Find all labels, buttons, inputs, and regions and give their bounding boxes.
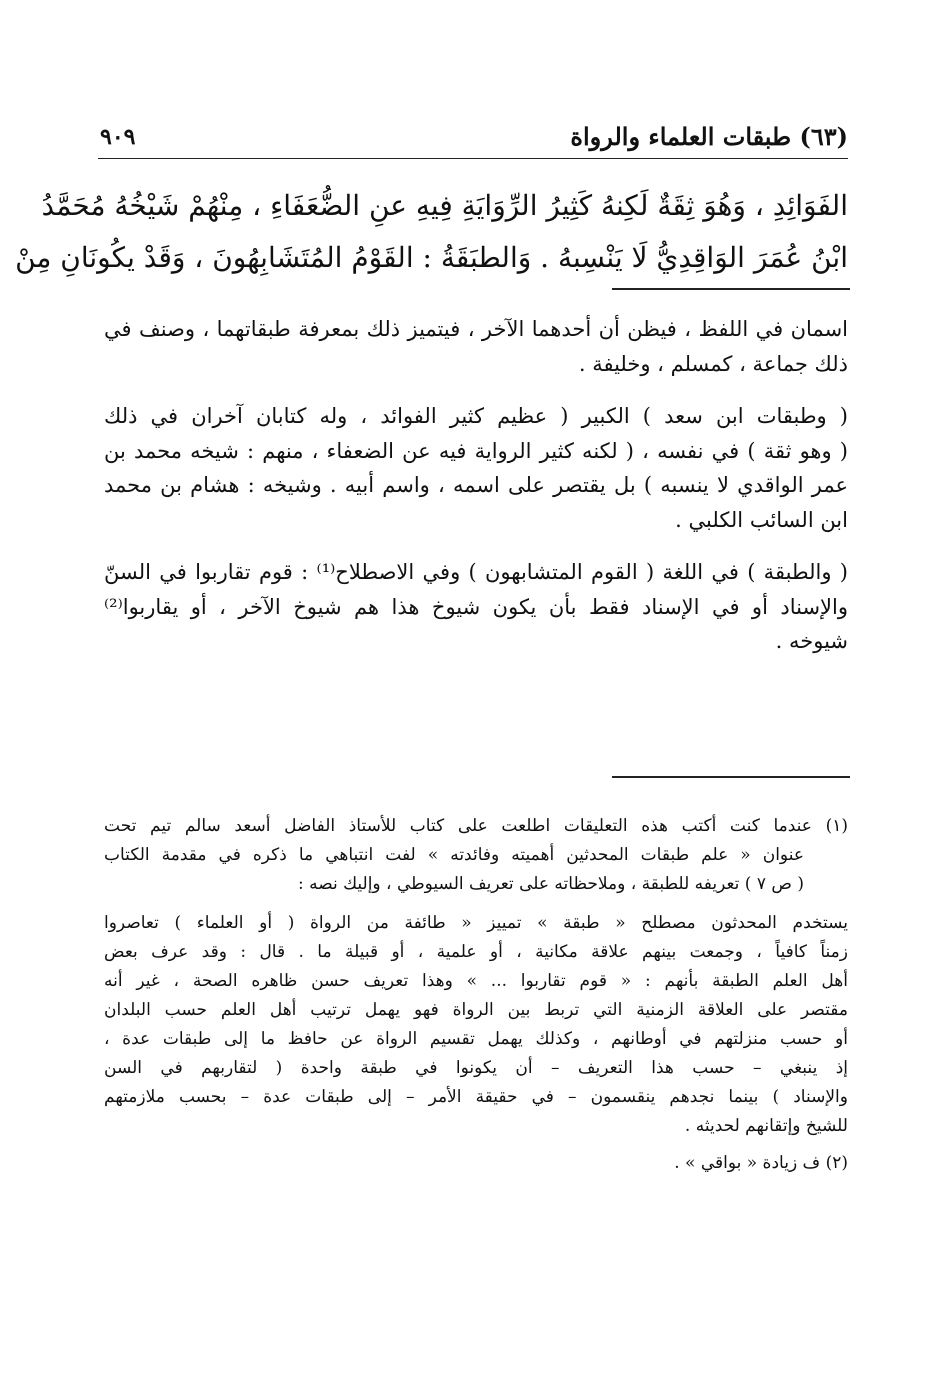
commentary-line: شيوخه . [775,629,848,653]
footnotes [104,812,848,1178]
main-text [15,180,848,284]
footnote-line: ( ص ٧ ) تعريفه للطبقة ، وملاحظاته على تعريف السيوطي ، وإليك نصه : [297,874,804,894]
footnote-line: للشيخ وإتقانهم لحديثه . [684,1116,848,1136]
page-number: ٩٠٩ [100,124,136,150]
commentary-line: عمر الواقدي لا ينسبه ) بل يقتصر على اسمه ، واسم أبيه . وشيخه : هشام بن محمد [104,473,848,497]
commentary-line: ( وهو ثقة ) في نفسه ، ( لكنه كثير الرواية فيه عن الضعفاء ، منهم : شيخه محمد بن [104,438,848,463]
footnote-1-intro [104,812,848,899]
footnote-line: عنوان « علم طبقات المحدثين أهميته وفائدته » لفت انتباهي ما ذكره في مقدمة الكتاب [104,845,804,865]
commentary-line: ذلك جماعة ، كمسلم ، وخليفة . [578,351,848,376]
main-text-line: ابْنُ عُمَرَ الوَاقِدِيُّ لَا يَنْسِبهُ . وَالطبَقَةُ : القَوْمُ المُتَشَابِهُونَ ، وَقَدْ يكُونَانِ مِنْ [15,241,848,274]
main-text-line: الفَوَائِدِ ، وَهُوَ ثِقَةٌ لَكِنهُ كَثِيرُ الرِّوَايَةِ فِيهِ عنِ الضُّعَفَاءِ ، مِنْهُمْ شَيْخُهُ مُحَمَّدُ [41,189,848,222]
footnote-line: زمناً كافياً ، وجمعت بينهم علاقة مكانية ، أو علمية ، أو قبيلة ما . قال : وقد عرف بعض [104,942,848,962]
footnote-line: يستخدم المحدثون مصطلح « طبقة » تمييز « طائفة من الرواة ( أو العلماء ) تعاصروا [104,913,848,933]
footnote-line: أهل العلم الطبقة بأنهم : « قوم تقاربوا ... » وهذا تعريف حسن ظاهره الصحة ، غير أنه [104,971,848,991]
section-divider [612,288,850,290]
running-title: (٦٣) طبقات العلماء والرواة [570,122,848,151]
commentary-line: ( والطبقة ) في اللغة ( القوم المتشابهون ) وفي الاصطلاح⁽¹⁾ : قوم تقاربوا في السنّ [104,560,849,584]
commentary-line: والإسناد أو في الإسناد فقط بأن يكون شيوخ هذا هم شيوخ الآخر ، أو يقاربوا⁽²⁾ [104,594,848,619]
commentary-line: ابن السائب الكلبي . [675,507,848,532]
footnote-line: (١) عندما كنت أكتب هذه التعليقات اطلعت على كتاب للأستاذ الفاضل أسعد سالم تيم تحت [104,816,848,836]
footnote-divider [612,776,850,778]
commentary-line: اسمان في اللفظ ، فيظن أن أحدهما الآخر ، فيتميز ذلك بمعرفة طبقاتهما ، وصنف في [104,317,848,341]
footnote-2: (٢) ف زيادة « بواقي » . [674,1153,848,1173]
commentary [104,312,848,677]
footnote-line: إذ ينبغي – حسب هذا التعريف – أن يكونوا في طبقة واحدة ( لتقاربهم في السن [104,1058,848,1078]
footnote-line: مقتصر على العلاقة الزمنية التي تربط بين الرواة فهو يهمل ترتيب أهل العلم حسب البلدان [104,1000,848,1020]
footnote-line: والإسناد ) بينما نجدهم ينقسمون – في حقيقة الأمر – إلى طبقات عدة – بحسب ملازمتهم [104,1087,848,1107]
footnote-1-quote [104,909,848,1141]
commentary-paragraph [104,555,848,659]
commentary-line: ( وطبقات ابن سعد ) الكبير ( عظيم كثير الفوائد ، وله كتابان آخران في ذلك [104,404,848,428]
page-header [98,118,848,159]
commentary-paragraph [104,399,848,537]
footnote-line: أو حسب منزلتهم في أوطانهم ، وكذلك يهمل تقسيم الرواة عن حافظ ما إلى طبقات عدة ، [104,1029,848,1049]
commentary-paragraph [104,312,848,381]
